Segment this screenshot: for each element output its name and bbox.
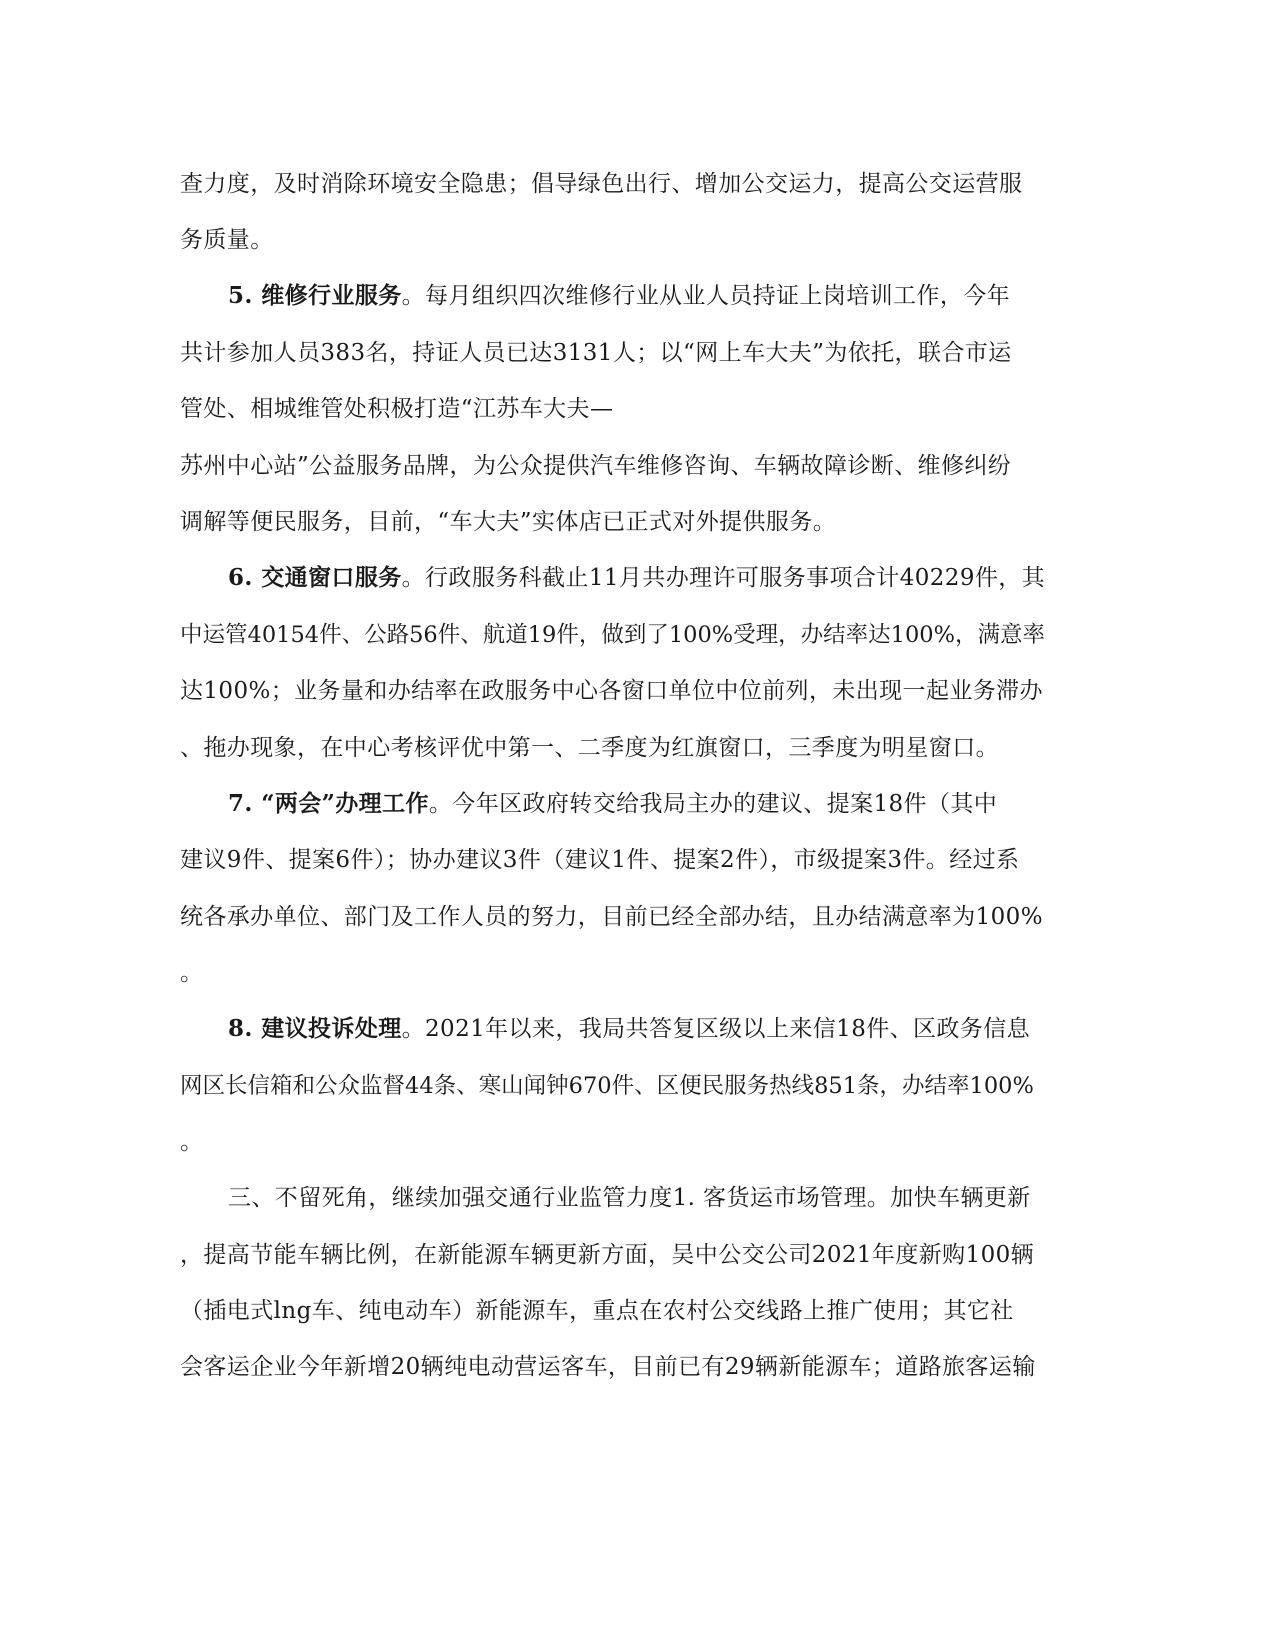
line-text: 。今年区政府转交给我局主办的建议、提案18件（其中 <box>428 791 998 817</box>
paragraph-line <box>180 220 274 260</box>
line-text: 三、不留死角，继续加强交通行业监管力度1. 客货运市场管理。加快车辆更新 <box>228 1185 1031 1211</box>
paragraph-line <box>180 446 1011 486</box>
line-text: 中运管40154件、公路56件、航道19件，做到了100%受理，办结率达100%，满意率 <box>180 622 1045 648</box>
paragraph-line <box>180 1235 1034 1275</box>
paragraph-line <box>228 1178 1031 1218</box>
paragraph-line <box>180 897 1043 937</box>
line-text: 查力度，及时消除环境安全隐患；倡导绿色出行、增加公交运力，提高公交运营服 <box>180 171 1023 197</box>
paragraph-line <box>228 276 1010 316</box>
paragraph-line <box>180 1066 1034 1106</box>
line-text: 、拖办现象，在中心考核评优中第一、二季度为红旗窗口，三季度为明星窗口。 <box>180 735 999 761</box>
line-text: 。每月组织四次维修行业从业人员持证上岗培训工作，今年 <box>401 283 1011 309</box>
paragraph-line <box>180 1347 1036 1387</box>
paragraph-line <box>180 333 1012 373</box>
section-heading-5: 5. 维修行业服务 <box>228 282 402 309</box>
line-text: （插电式lng车、纯电动车）新能源车，重点在农村公交线路上推广使用；其它社 <box>180 1298 1014 1324</box>
line-text: 调解等便民服务，目前，“车大夫”实体店已正式对外提供服务。 <box>180 509 837 535</box>
line-text: 。2021年以来，我局共答复区级以上来信18件、区政务信息 <box>401 1016 1031 1042</box>
paragraph-line <box>180 671 1043 711</box>
section-heading-7: 7. “两会”办理工作 <box>228 790 429 817</box>
paragraph-line <box>180 840 1019 880</box>
line-text: 网区长信箱和公众监督44条、寒山闻钟670件、区便民服务热线851条，办结率100% <box>180 1073 1034 1099</box>
line-text: 建议9件、提案6件）；协办建议3件（建议1件、提案2件），市级提案3件。经过系 <box>180 847 1020 873</box>
paragraph-line <box>228 558 1045 598</box>
line-text: 苏州中心站”公益服务品牌，为公众提供汽车维修咨询、车辆故障诊断、维修纠纷 <box>180 453 1012 479</box>
paragraph-line <box>180 1291 1014 1331</box>
paragraph-line <box>180 615 1045 655</box>
paragraph-line <box>180 1122 203 1162</box>
line-text: 会客运企业今年新增20辆纯电动营运客车，目前已有29辆新能源车；道路旅客运输 <box>180 1354 1036 1380</box>
paragraph-line <box>180 389 613 429</box>
paragraph-line <box>180 164 1022 204</box>
paragraph-line <box>228 1009 1030 1049</box>
section-heading-6: 6. 交通窗口服务 <box>228 564 402 591</box>
paragraph-line <box>180 502 836 542</box>
line-text: 达100%；业务量和办结率在政服务中心各窗口单位中位前列，未出现一起业务滞办 <box>180 678 1043 704</box>
paragraph-line <box>180 953 203 993</box>
paragraph-line <box>228 784 997 824</box>
line-text: 。 <box>180 1129 204 1155</box>
line-text: 共计参加人员383名，持证人员已达3131人；以“网上车大夫”为依托，联合市运 <box>180 340 1012 366</box>
line-text: ，提高节能车辆比例，在新能源车辆更新方面，吴中公交公司2021年度新购100辆 <box>180 1242 1035 1268</box>
line-text: 统各承办单位、部门及工作人员的努力，目前已经全部办结，且办结满意率为100% <box>180 904 1043 930</box>
paragraph-line <box>180 728 999 768</box>
line-text: 管处、相城维管处积极打造“江苏车大夫— <box>180 396 614 422</box>
line-text: 务质量。 <box>180 227 274 253</box>
section-heading-8: 8. 建议投诉处理 <box>228 1015 402 1042</box>
line-text: 。 <box>180 960 204 986</box>
line-text: 。行政服务科截止11月共办理许可服务事项合计40229件，其 <box>401 565 1046 591</box>
